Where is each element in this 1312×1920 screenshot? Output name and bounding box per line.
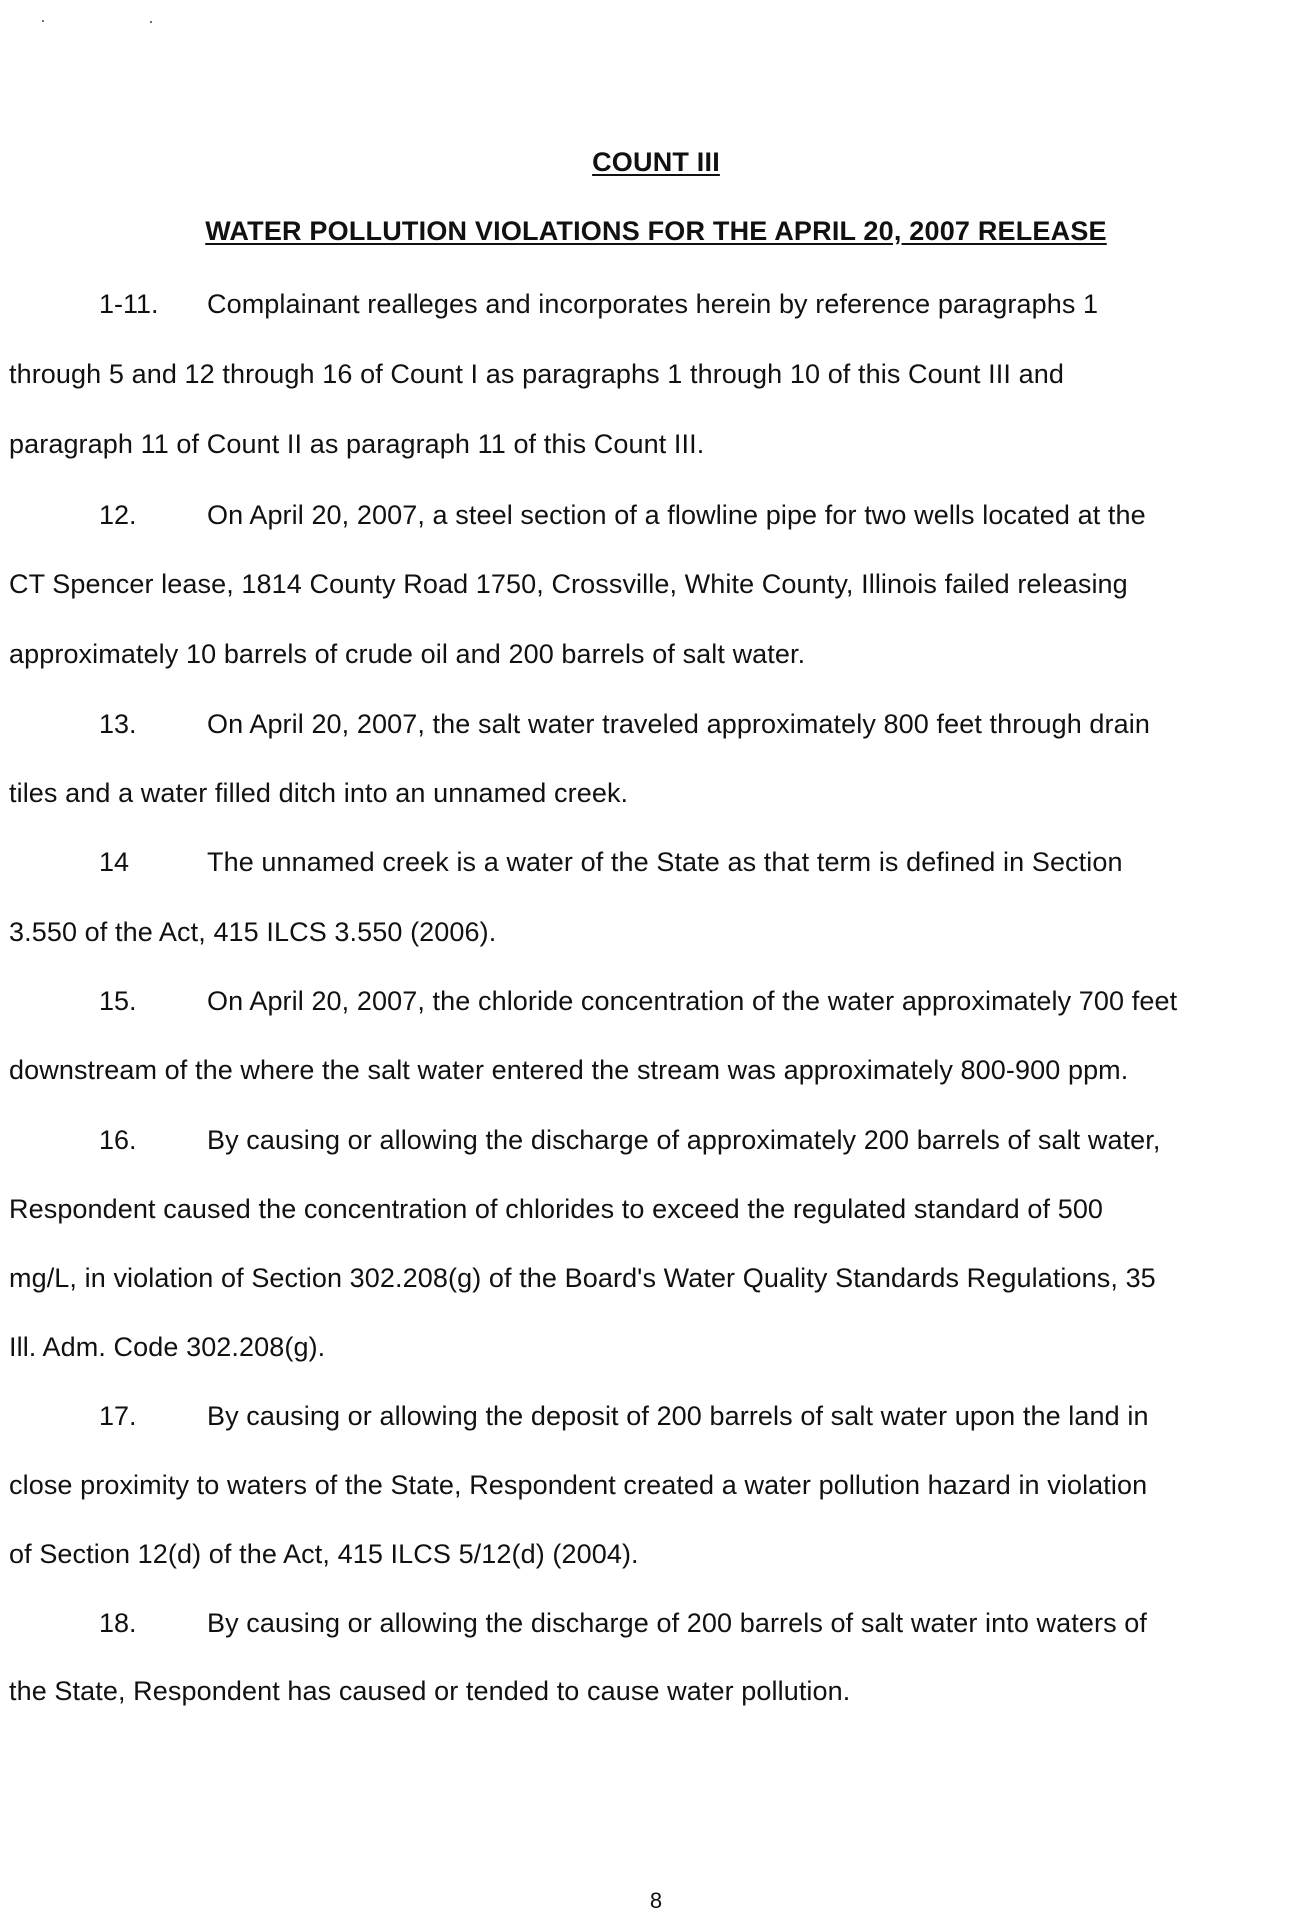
paragraph-line: through 5 and 12 through 16 of Count I as paragraphs 1 through 10 of this Count III and xyxy=(9,359,1064,389)
paragraph-line: CT Spencer lease, 1814 County Road 1750, Crossville, White County, Illinois failed releasing xyxy=(9,569,1128,599)
paragraph-line: Ill. Adm. Code 302.208(g). xyxy=(9,1332,326,1362)
paragraph-number: 14 xyxy=(99,847,130,877)
paragraph-first-line: By causing or allowing the discharge of approximately 200 barrels of salt water, xyxy=(207,1125,1161,1155)
count-heading: COUNT III xyxy=(592,147,720,177)
paragraph-line: close proximity to waters of the State, Respondent created a water pollution hazard in violation xyxy=(9,1470,1148,1500)
paragraph-number: 15. xyxy=(99,986,137,1016)
page-number: 8 xyxy=(649,1888,663,1913)
paragraph-first-line: On April 20, 2007, the salt water traveled approximately 800 feet through drain xyxy=(207,709,1150,739)
paragraph-line: Respondent caused the concentration of chlorides to exceed the regulated standard of 500 xyxy=(9,1194,1104,1224)
paragraph-first-line: On April 20, 2007, the chloride concentration of the water approximately 700 feet xyxy=(207,986,1178,1016)
scan-speck xyxy=(42,20,44,22)
paragraph-line: 3.550 of the Act, 415 ILCS 3.550 (2006). xyxy=(9,917,497,947)
paragraph-line: of Section 12(d) of the Act, 415 ILCS 5/12(d) (2004). xyxy=(9,1539,639,1569)
paragraph-first-line: By causing or allowing the discharge of 200 barrels of salt water into waters of xyxy=(207,1608,1147,1638)
scan-speck xyxy=(150,21,152,23)
paragraph-first-line: Complainant realleges and incorporates herein by reference paragraphs 1 xyxy=(207,289,1099,319)
paragraph-number: 1-11. xyxy=(99,289,159,319)
count-subheading: WATER POLLUTION VIOLATIONS FOR THE APRIL 20, 2007 RELEASE xyxy=(205,216,1107,246)
paragraph-line: mg/L, in violation of Section 302.208(g) of the Board's Water Quality Standards Regulations, 35 xyxy=(9,1263,1156,1293)
paragraph-line: approximately 10 barrels of crude oil and 200 barrels of salt water. xyxy=(9,639,806,669)
paragraph-line: paragraph 11 of Count II as paragraph 11 of this Count III. xyxy=(9,429,705,459)
paragraph-number: 13. xyxy=(99,709,137,739)
paragraph-number: 12. xyxy=(99,500,137,530)
paragraph-line: tiles and a water filled ditch into an unnamed creek. xyxy=(9,778,629,808)
paragraph-line: downstream of the where the salt water entered the stream was approximately 800-900 ppm. xyxy=(9,1055,1129,1085)
paragraph-first-line: On April 20, 2007, a steel section of a flowline pipe for two wells located at the xyxy=(207,500,1146,530)
paragraph-number: 18. xyxy=(99,1608,137,1638)
paragraph-number: 17. xyxy=(99,1401,137,1431)
paragraph-first-line: The unnamed creek is a water of the State as that term is defined in Section xyxy=(207,847,1123,877)
paragraph-first-line: By causing or allowing the deposit of 200 barrels of salt water upon the land in xyxy=(207,1401,1149,1431)
paragraph-number: 16. xyxy=(99,1125,137,1155)
paragraph-line: the State, Respondent has caused or tended to cause water pollution. xyxy=(9,1676,851,1706)
